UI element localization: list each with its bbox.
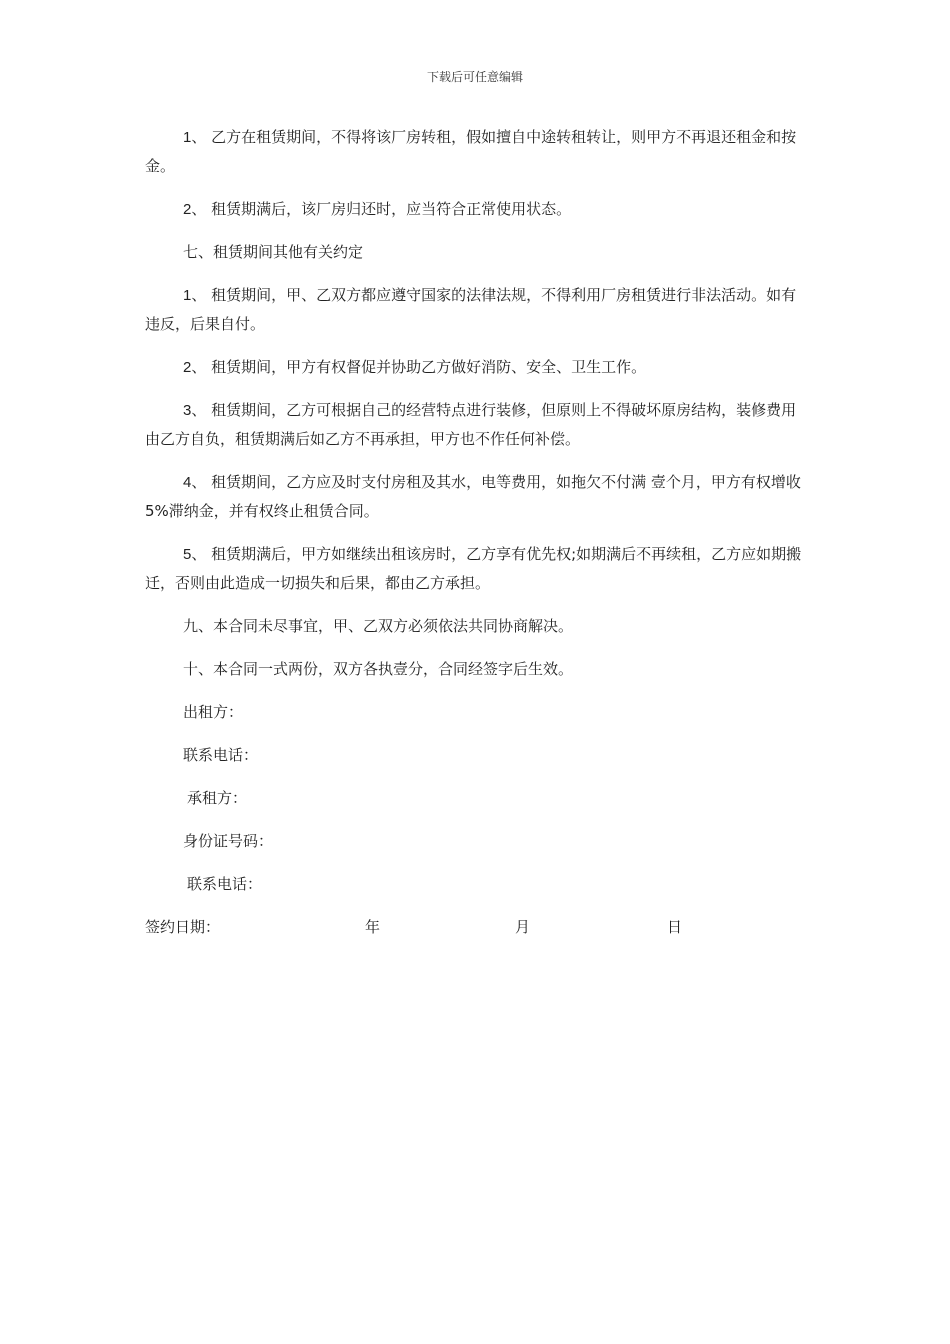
section-10 <box>145 655 805 684</box>
clause-number: 1、 <box>183 129 207 146</box>
lessee-phone-field: 联系电话： <box>187 875 263 893</box>
section-9 <box>145 612 805 641</box>
clause-number: 2、 <box>183 201 207 218</box>
clause-7-5 <box>145 540 805 598</box>
sign-date-row <box>145 913 805 942</box>
clause-7-1 <box>145 281 805 339</box>
clause-2 <box>145 195 805 224</box>
clause-7-3 <box>145 396 805 454</box>
clause-number: 2、 <box>183 359 207 376</box>
clause-7-4 <box>145 468 805 526</box>
clause-number: 1、 <box>183 287 207 304</box>
section-heading-text: 七、租赁期间其他有关约定 <box>183 243 364 261</box>
clause-text: 租赁期间，甲方有权督促并协助乙方做好消防、安全、卫生工作。 <box>206 358 647 376</box>
clause-text: 租赁期满后，该厂房归还时，应当符合正常使用状态。 <box>206 200 572 218</box>
lessor-field: 出租方： <box>183 703 244 721</box>
clause-text: 租赁期满后，甲方如继续出租该房时，乙方享有优先权;如期满后不再续租，乙方应如期搬迁，否则由此造成一切损失和后果，都由乙方承担。 <box>145 545 802 592</box>
lessor-phone-field: 联系电话： <box>183 746 259 764</box>
clause-1 <box>145 123 805 181</box>
section-text: 九、本合同未尽事宜，甲、乙双方必须依法共同协商解决。 <box>183 617 574 635</box>
clause-7-2 <box>145 353 805 382</box>
id-number-field: 身份证号码： <box>183 832 274 850</box>
clause-number: 4、 <box>183 474 207 491</box>
clause-text: 租赁期间，乙方应及时支付房租及其水，电等费用，如拖欠不付满 壹个月，甲方有权增收5%滞纳金，并有权终止租赁合同。 <box>145 473 801 520</box>
sign-date-month: 月 <box>515 918 531 936</box>
contract-body <box>145 123 805 942</box>
sign-date-day: 日 <box>667 918 683 936</box>
clause-number: 5、 <box>183 546 207 563</box>
section-7-heading <box>145 238 805 267</box>
clause-text: 租赁期间，乙方可根据自己的经营特点进行装修，但原则上不得破坏原房结构，装修费用由乙方自负，租赁期满后如乙方不再承担，甲方也不作任何补偿。 <box>145 401 797 448</box>
header-note: 下载后可任意编辑 <box>426 70 523 84</box>
clause-number: 3、 <box>183 402 207 419</box>
lessee-field: 承租方： <box>187 789 248 807</box>
clause-text: 租赁期间，甲、乙双方都应遵守国家的法律法规，不得利用厂房租赁进行非法活动。如有违反，后果自付。 <box>145 286 797 333</box>
clause-text: 乙方在租赁期间，不得将该厂房转租，假如擅自中途转租转让，则甲方不再退还租金和按金。 <box>145 128 797 175</box>
section-text: 十、本合同一式两份，双方各执壹分，合同经签字后生效。 <box>183 660 574 678</box>
sign-date-year: 年 <box>365 918 381 936</box>
sign-date-label: 签约日期： <box>145 918 221 936</box>
